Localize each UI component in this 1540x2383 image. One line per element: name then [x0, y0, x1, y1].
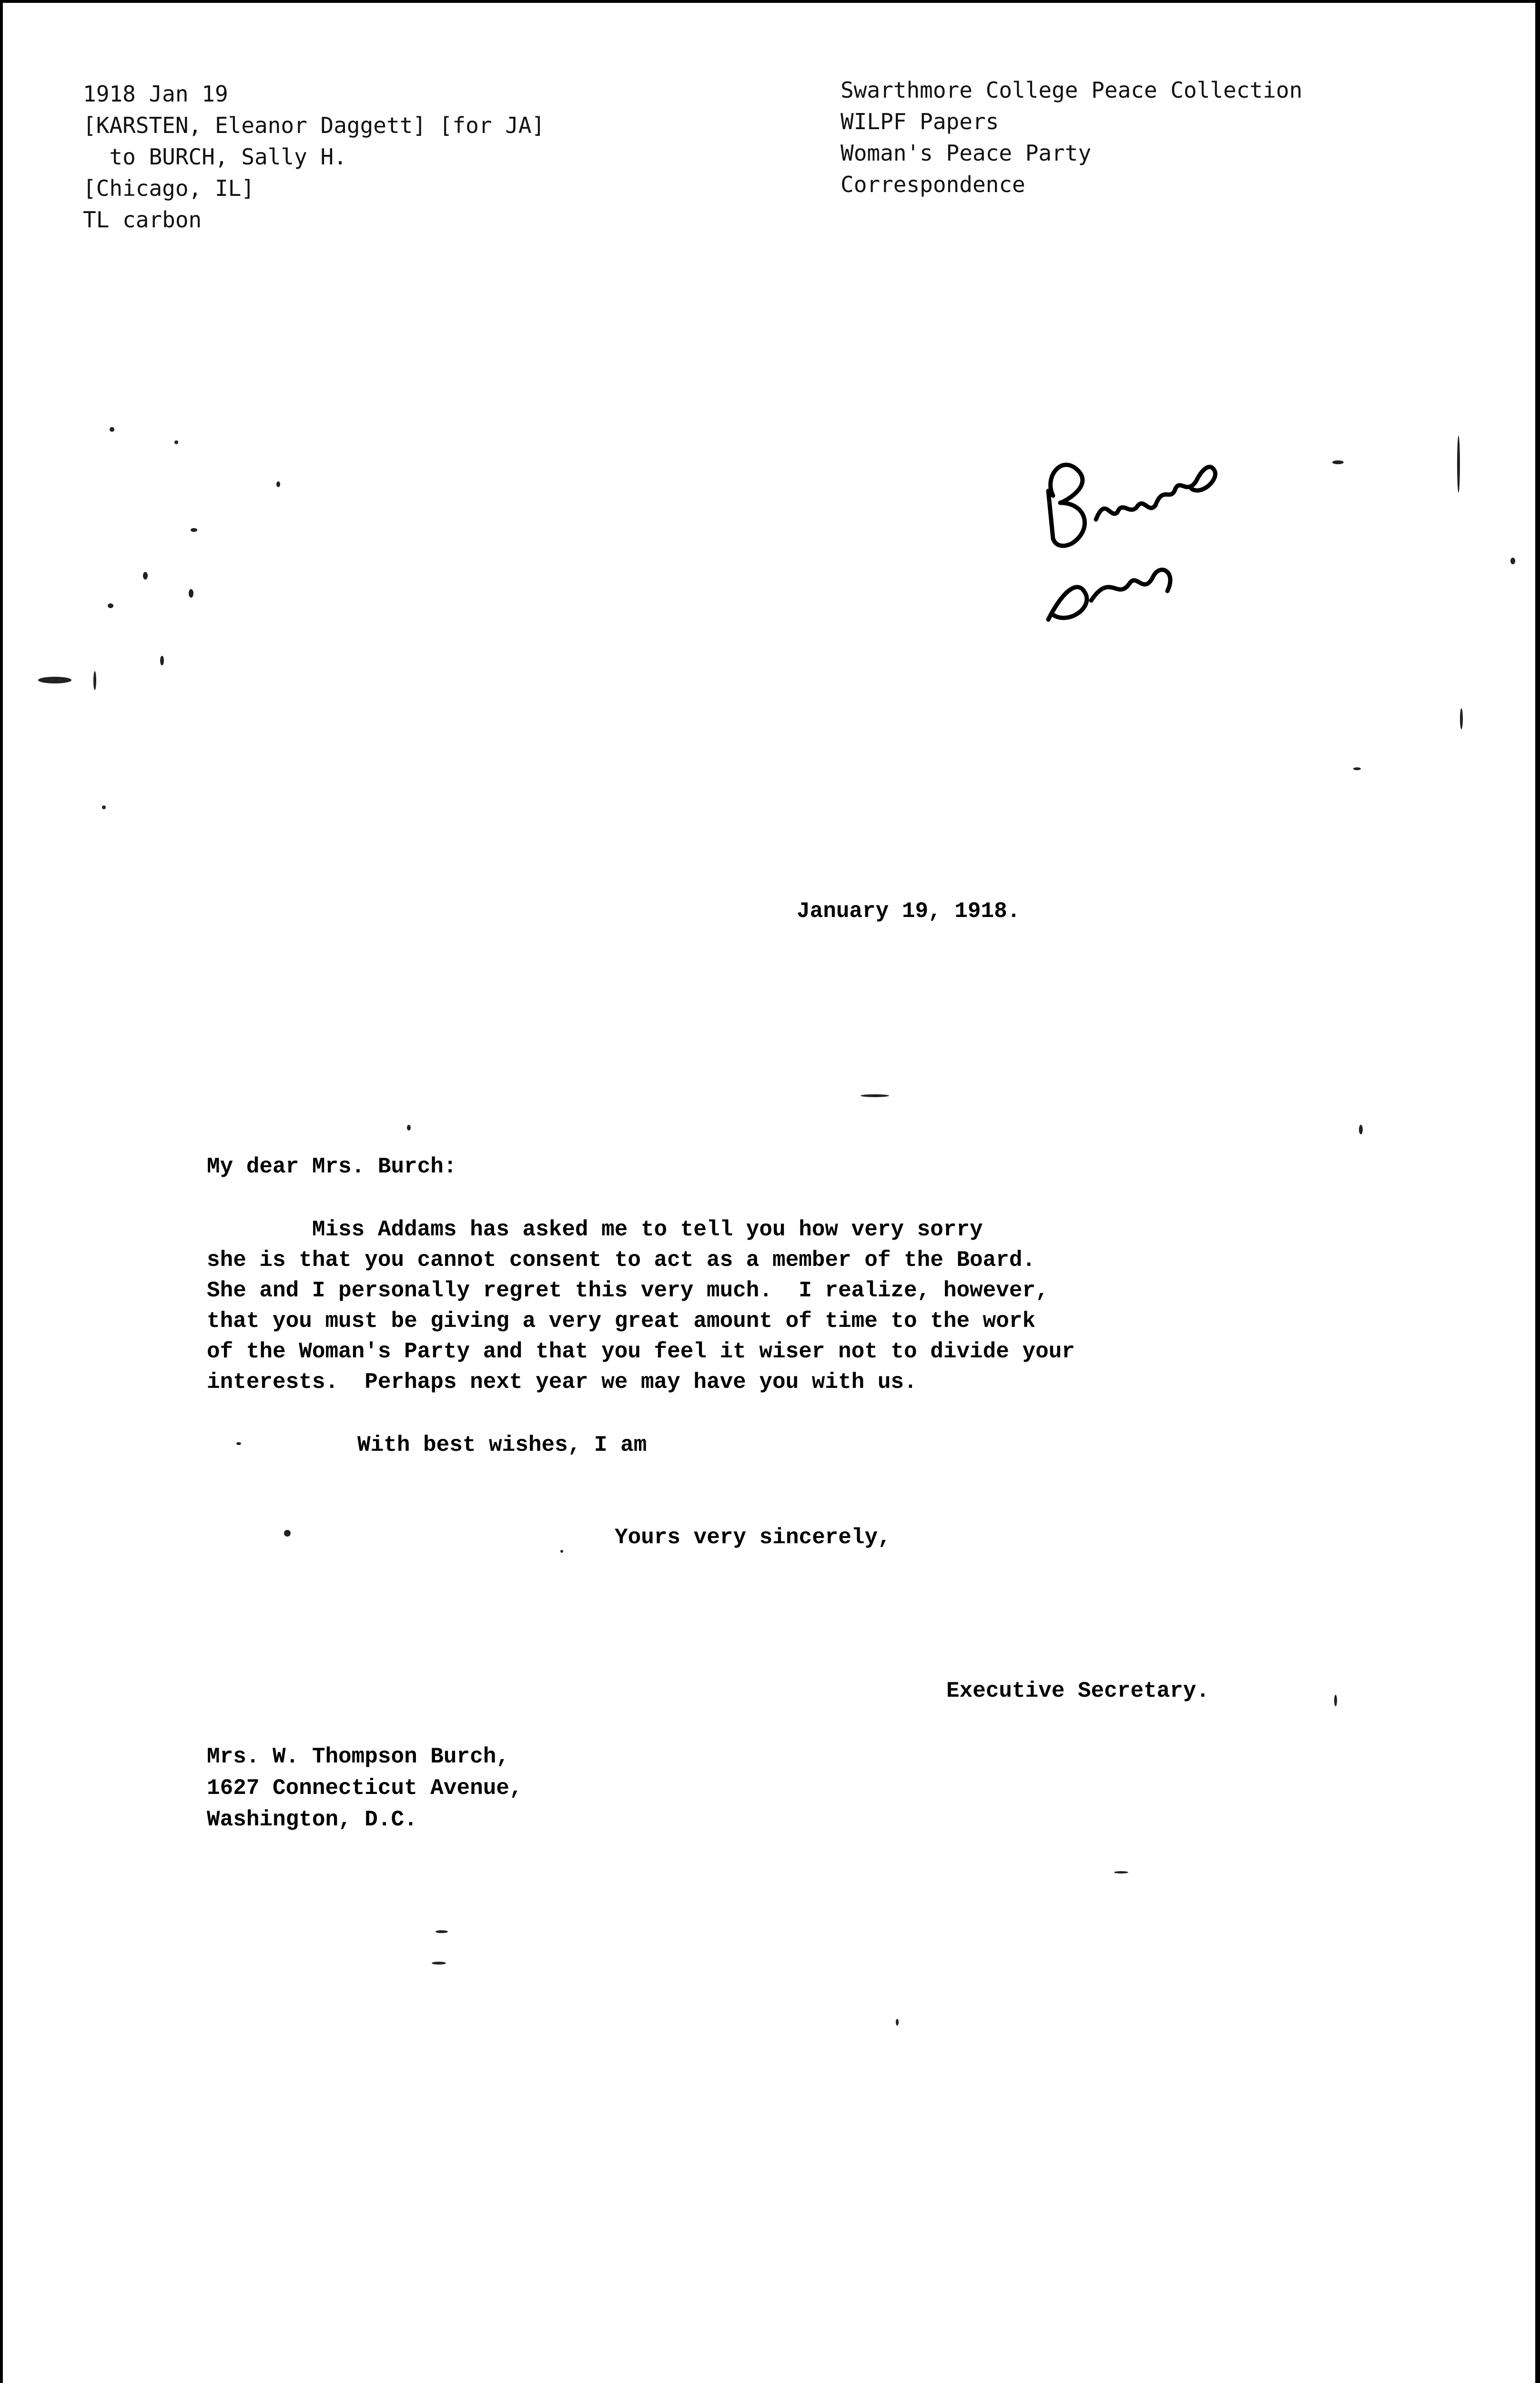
right-border — [1535, 0, 1540, 2383]
header-left-line: to BURCH, Sally H. — [83, 144, 347, 170]
body-line: of the Woman's Party and that you feel it wiser not to divide your — [207, 1339, 1075, 1364]
speck — [189, 589, 193, 598]
speck — [436, 1930, 448, 1933]
header-right-line: Woman's Peace Party — [841, 140, 1092, 166]
complimentary-close: Yours very sincerely, — [615, 1525, 891, 1550]
speck — [160, 656, 164, 665]
body-line: Miss Addams has asked me to tell you how very sorry — [207, 1217, 983, 1242]
speck — [560, 1550, 563, 1553]
body-line: interests. Perhaps next year we may have you with us. — [207, 1370, 917, 1395]
speck — [1457, 436, 1460, 493]
speck — [276, 481, 280, 487]
top-border — [0, 0, 1540, 3]
address-line: 1627 Connecticut Avenue, — [207, 1776, 523, 1801]
salutation: My dear Mrs. Burch: — [207, 1154, 457, 1179]
speck — [108, 603, 113, 608]
closing-line: With best wishes, I am — [357, 1433, 647, 1457]
header-right-line: Swarthmore College Peace Collection — [841, 77, 1303, 103]
speck — [407, 1125, 411, 1130]
speck — [1460, 708, 1463, 729]
handwritten-annotation — [1034, 419, 1234, 667]
speck — [38, 677, 71, 683]
speck — [110, 427, 114, 432]
speck — [432, 1962, 446, 1965]
left-border — [0, 0, 3, 2383]
speck — [236, 1442, 241, 1445]
speck — [174, 440, 178, 444]
speck — [93, 671, 96, 690]
speck — [861, 1094, 889, 1097]
speck — [1332, 460, 1344, 464]
speck — [1510, 558, 1515, 564]
header-right-line: Correspondence — [841, 172, 1025, 197]
header-right-line: WILPF Papers — [841, 109, 999, 134]
body-line: that you must be giving a very great amount of time to the work — [207, 1309, 1036, 1334]
speck — [143, 572, 148, 580]
address-line: Mrs. W. Thompson Burch, — [207, 1744, 509, 1769]
speck — [896, 2019, 899, 2026]
header-left-line: 1918 Jan 19 — [83, 81, 228, 107]
body-line: She and I personally regret this very much. I realize, however, — [207, 1278, 1049, 1303]
speck — [102, 805, 106, 809]
speck — [1114, 1871, 1128, 1874]
header-left-line: TL carbon — [83, 207, 202, 233]
speck — [1359, 1125, 1363, 1134]
speck — [1334, 1695, 1337, 1706]
speck — [191, 528, 197, 532]
header-left-line: [KARSTEN, Eleanor Daggett] [for JA] — [83, 112, 545, 138]
address-line: Washington, D.C. — [207, 1807, 417, 1832]
speck — [284, 1530, 291, 1537]
letter-date: January 19, 1918. — [797, 899, 1021, 924]
scan-smudge — [619, 2335, 1540, 2383]
signature-title: Executive Secretary. — [946, 1679, 1210, 1703]
body-line: she is that you cannot consent to act as a member of the Board. — [207, 1248, 1036, 1273]
header-left-line: [Chicago, IL] — [83, 175, 255, 201]
speck — [1353, 767, 1361, 770]
